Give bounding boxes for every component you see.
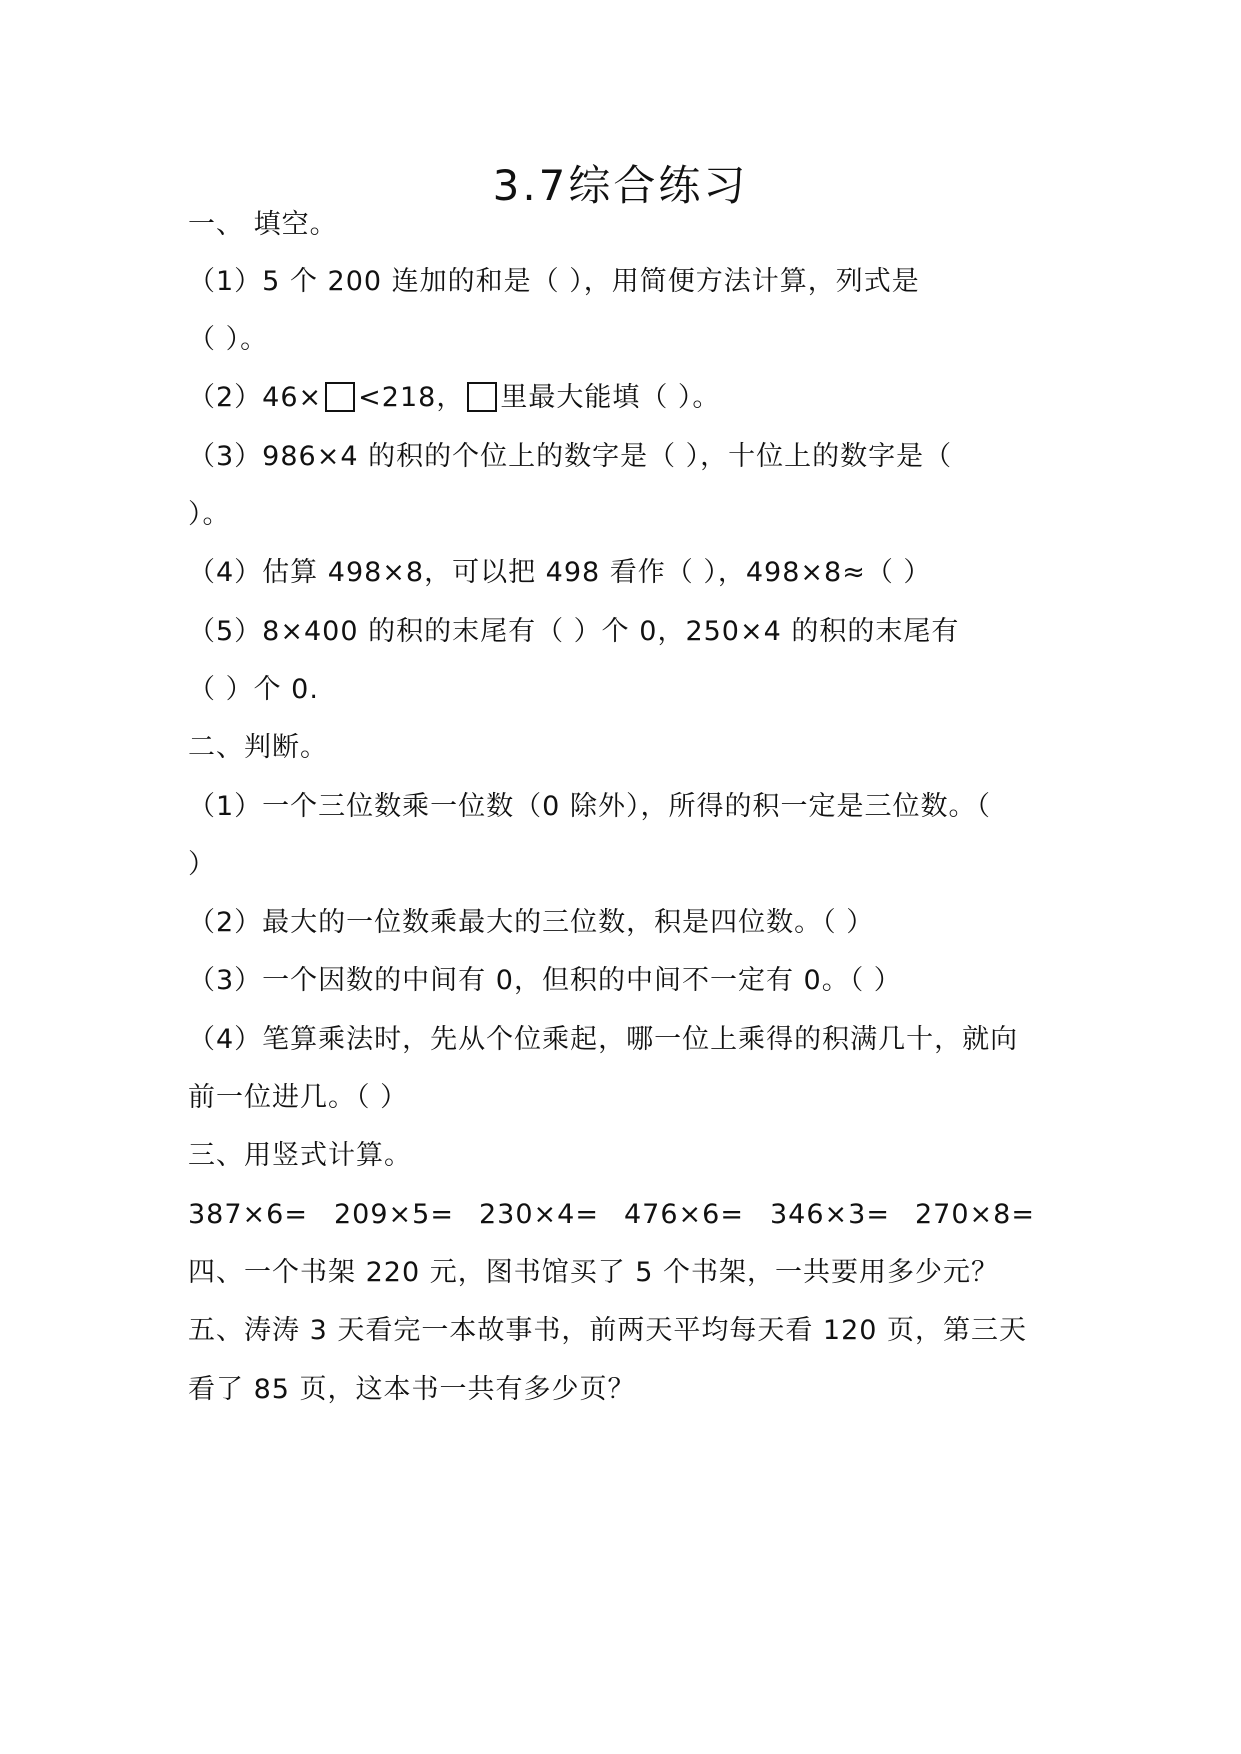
fill-question-5-line-2: （ ）个 0. — [188, 674, 319, 705]
calculation-item: 387×6= — [188, 1199, 308, 1230]
judge-question-3: （3）一个因数的中间有 0，但积的中间不一定有 0。（ ） — [188, 965, 902, 996]
fill-question-1-line-1: （1）5 个 200 连加的和是（ ），用简便方法计算，列式是 — [188, 266, 920, 297]
word-problem-5-line-2: 看了 85 页，这本书一共有多少页？ — [188, 1374, 636, 1405]
section-3-heading: 三、用竖式计算。 — [188, 1140, 412, 1171]
judge-question-1-line-1: （1）一个三位数乘一位数（0 除外），所得的积一定是三位数。（ — [188, 791, 991, 822]
calculation-item: 476×6= — [624, 1199, 744, 1230]
calculation-item: 230×4= — [479, 1199, 599, 1230]
calculation-item: 270×8= — [915, 1199, 1035, 1230]
answer-box[interactable] — [467, 382, 497, 412]
fill-question-2-middle: <218， — [358, 382, 465, 413]
judge-question-4-line-2: 前一位进几。（ ） — [188, 1082, 409, 1113]
calculation-row — [0, 1198, 1241, 1232]
fill-question-3-line-1: （3）986×4 的积的个位上的数字是（ ），十位上的数字是（ — [188, 441, 953, 472]
fill-question-3-line-2: ）。 — [188, 499, 231, 530]
fill-question-2-prefix: （2）46× — [188, 382, 323, 413]
judge-question-2: （2）最大的一位数乘最大的三位数，积是四位数。（ ） — [188, 907, 875, 938]
calculation-item: 209×5= — [334, 1199, 454, 1230]
judge-question-4-line-1: （4）笔算乘法时，先从个位乘起，哪一位上乘得的积满几十，就向 — [188, 1024, 1019, 1055]
fill-question-2 — [188, 381, 720, 415]
page-title: 3.7综合练习 — [492, 161, 749, 210]
word-problem-4: 四、一个书架 220 元，图书馆买了 5 个书架，一共要用多少元？ — [188, 1257, 1000, 1288]
fill-question-2-suffix: 里最大能填（ ）。 — [500, 382, 721, 413]
fill-question-1-line-2: （ ）。 — [188, 324, 269, 355]
answer-box[interactable] — [325, 382, 355, 412]
judge-question-1-line-2: ） — [188, 849, 216, 880]
word-problem-5-line-1: 五、涛涛 3 天看完一本故事书，前两天平均每天看 120 页，第三天 — [188, 1315, 1028, 1346]
calculation-item: 346×3= — [770, 1199, 890, 1230]
fill-question-5-line-1: （5）8×400 的积的末尾有（ ）个 0，250×4 的积的末尾有 — [188, 616, 960, 647]
section-2-heading: 二、判断。 — [188, 732, 328, 763]
section-1-heading: 一、 填空。 — [188, 209, 338, 240]
fill-question-4: （4）估算 498×8，可以把 498 看作（ ），498×8≈（ ） — [188, 557, 932, 588]
